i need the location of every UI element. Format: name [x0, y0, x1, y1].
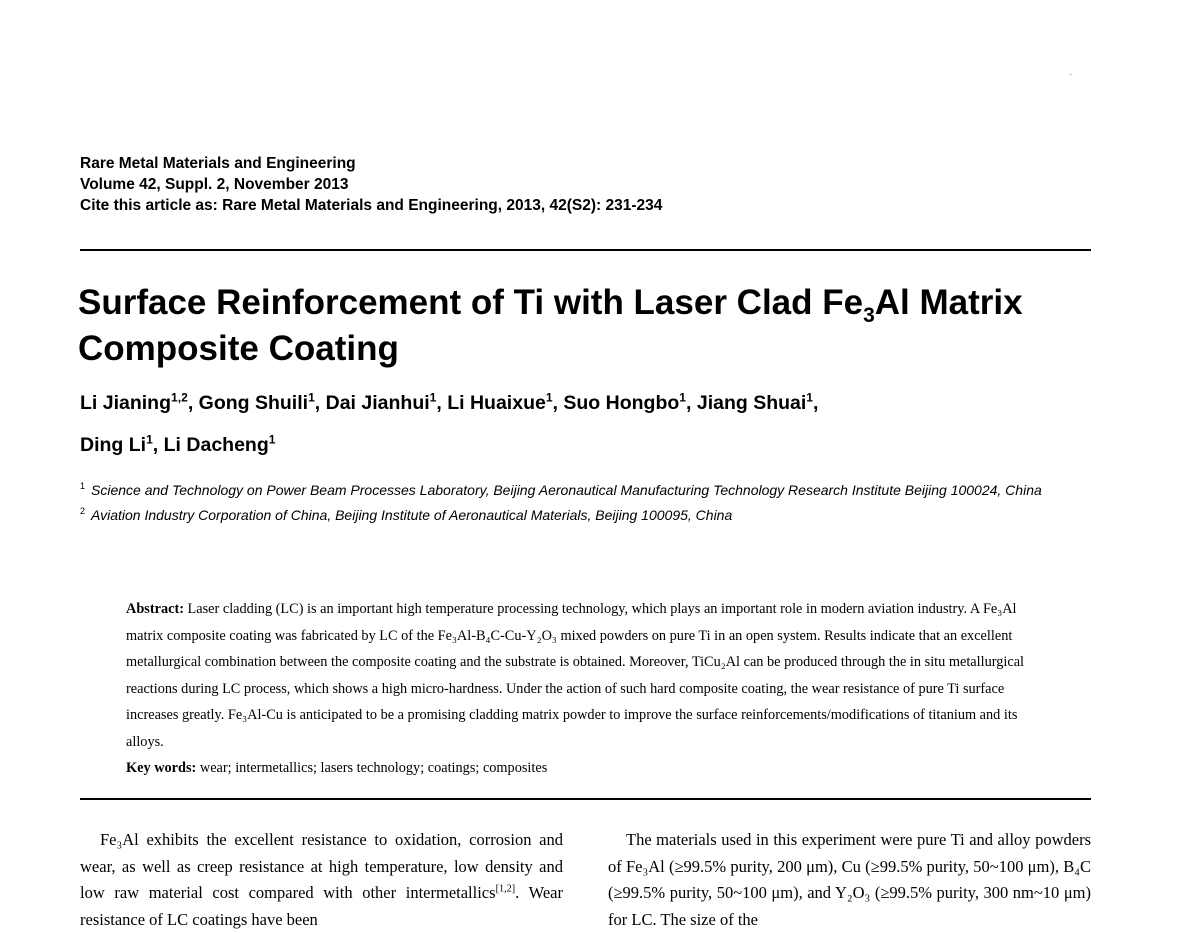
abstract-text: Laser cladding (LC) is an important high temperature processing technology, which plays an important role in modern aviation industry. A Fe₃Al matrix composite coating was fabricated by LC of the Fe₃Al-B₄C-Cu-Y₂O₃ mixed powders on pure Ti in an open system. Results indicate that an excellent metallurgical combination between the composite coating and the substrate is obtained. Moreover, TiCu₂Al can be produced through the in situ metallurgical reactions during LC process, which shows a high micro-hardness. Under the action of such hard composite coating, the wear resistance of pure Ti surface increases greatly. Fe₃Al-Cu is anticipated to be a promising cladding matrix powder to improve the surface reinforcements/modifications of titanium and its alloys.: [126, 601, 1025, 750]
body-column-left: [80, 827, 563, 933]
author: Gong Shuili$^1$,: [198, 390, 326, 414]
abstract: [126, 596, 1051, 755]
title-text-2: Al Matrix Composite Coating: [78, 283, 1023, 368]
abstract-label: Abstract:: [126, 601, 184, 617]
bottom-divider: [80, 798, 1091, 800]
author: Li Dacheng$^1$: [163, 432, 276, 456]
author: Dai Jianhui$^1$,: [325, 390, 448, 414]
affiliation-mark: 2: [80, 506, 86, 516]
title-subscript: 3: [863, 304, 875, 327]
affiliation-1: [80, 478, 1095, 503]
journal-name: Rare Metal Materials and Engineering: [80, 155, 356, 172]
affiliation-text: Science and Technology on Power Beam Processes Laboratory, Beijing Aeronautical Manufacturing Technology Research Institute Beijing 100024, China: [91, 482, 1042, 498]
author: Jiang Shuai$^1$,: [696, 390, 819, 414]
scan-speck: [1069, 74, 1072, 75]
affiliation-text: Aviation Industry Corporation of China, Beijing Institute of Aeronautical Materials, Beijing 100095, China: [91, 507, 733, 523]
affiliations: [80, 478, 1095, 528]
citation-ref: [1,2]: [495, 883, 516, 895]
body-column-right: [608, 827, 1091, 933]
author: Li Huaixue$^1$,: [447, 390, 564, 414]
keywords-text: wear; intermetallics; lasers technology; coatings; composites: [196, 760, 548, 776]
volume-info: Volume 42, Suppl. 2, November 2013: [80, 176, 349, 193]
author: Suo Hongbo$^1$,: [563, 390, 697, 414]
keywords: [126, 755, 547, 781]
author: Ding Li$^1$,: [80, 432, 164, 456]
citation: Cite this article as: Rare Metal Materials and Engineering, 2013, 42(S2): 231-234: [80, 197, 663, 214]
top-divider: [80, 249, 1091, 251]
affiliation-mark: 1: [80, 481, 86, 491]
author: Li Jianing$^{1,2}$,: [80, 390, 199, 414]
keywords-label: Key words:: [126, 760, 197, 776]
paragraph: Fe₃Al exhibits the excellent resistance to oxidation, corrosion and wear, as well as creep resistance at high temperature, low density and low raw material cost compared with other intermetallics[1,2]. Wear resistance of LC coatings have been: [80, 830, 563, 929]
paper-title: [78, 280, 1108, 372]
paragraph: The materials used in this experiment were pure Ti and alloy powders of Fe₃Al (≥99.5% purity, 200 μm), Cu (≥99.5% purity, 50~100 μm), B₄C (≥99.5% purity, 50~100 μm), and Y₂O₃ (≥99.5% purity, 300 nm~10 μm) for LC. The size of the: [608, 830, 1091, 929]
journal-header: [80, 153, 662, 216]
affiliation-2: [80, 503, 1095, 528]
title-text-1: Surface Reinforcement of Ti with Laser Clad Fe: [78, 283, 864, 322]
author-list: [80, 382, 1090, 466]
